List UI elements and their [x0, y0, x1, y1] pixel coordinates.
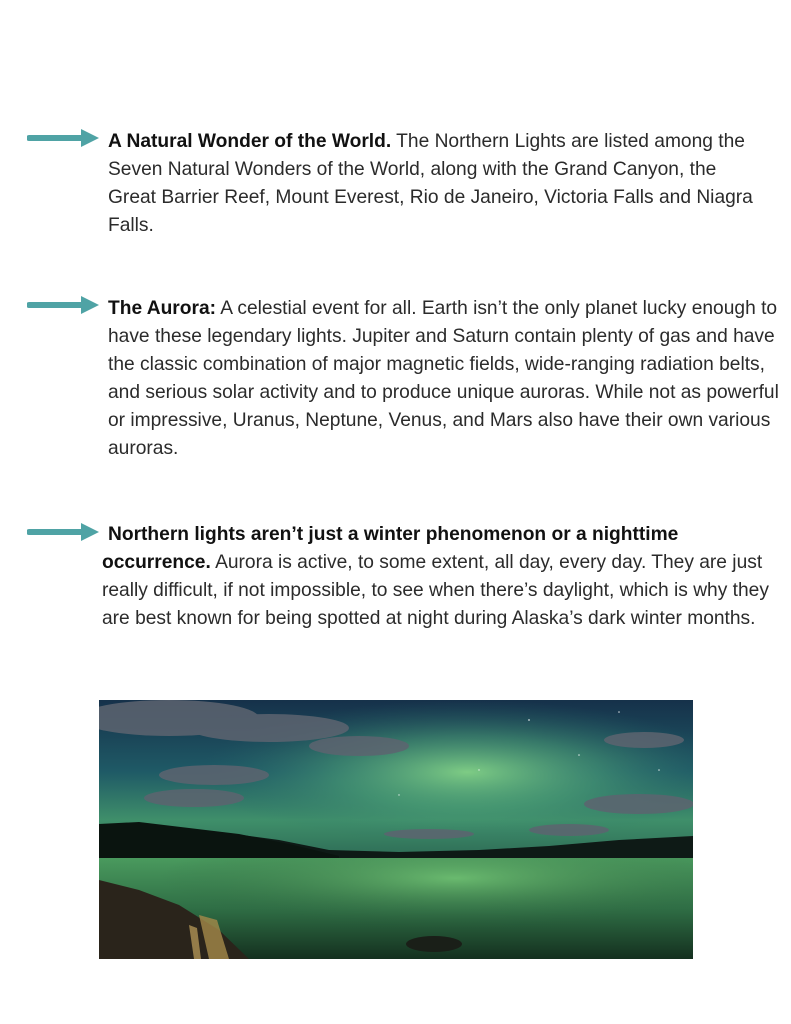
- paragraph-heading: The Aurora:: [108, 298, 217, 319]
- paragraph-heading: Northern lights aren’t just a winter phenomenon or a nighttime occurrence.: [102, 524, 679, 573]
- paragraph-natural-wonder: [108, 128, 768, 240]
- paragraph-body: The Northern Lights are listed among the Seven Natural Wonders of the World, along with the Grand Canyon, the Great Barrier Reef, Mount Everest, Rio de Janeiro, Victoria Falls and Niagra Falls.: [108, 131, 753, 236]
- right-arrow-icon: [27, 521, 99, 543]
- paragraph-body: A celestial event for all. Earth isn’t the only planet lucky enough to have these legendary lights. Jupiter and Saturn contain plenty of gas and have the classic combination of major magnetic fields, wide-ranging radiation belts, and serious solar activity and to produce unique auroras. While not as powerful or impressive, Uranus, Neptune, Venus, and Mars also have their own various auroras.: [108, 298, 779, 459]
- aurora-lake-photo: [99, 700, 693, 959]
- right-arrow-icon: [27, 127, 99, 149]
- paragraph-aurora: [108, 295, 780, 463]
- paragraph-body: Aurora is active, to some extent, all day, every day. They are just really difficult, if not impossible, to see when there’s daylight, which is why they are best known for being spotted at night during Alaska’s dark winter months.: [102, 552, 769, 629]
- paragraph-heading: A Natural Wonder of the World.: [108, 131, 392, 152]
- paragraph-not-just-winter: [102, 521, 772, 633]
- right-arrow-icon: [27, 294, 99, 316]
